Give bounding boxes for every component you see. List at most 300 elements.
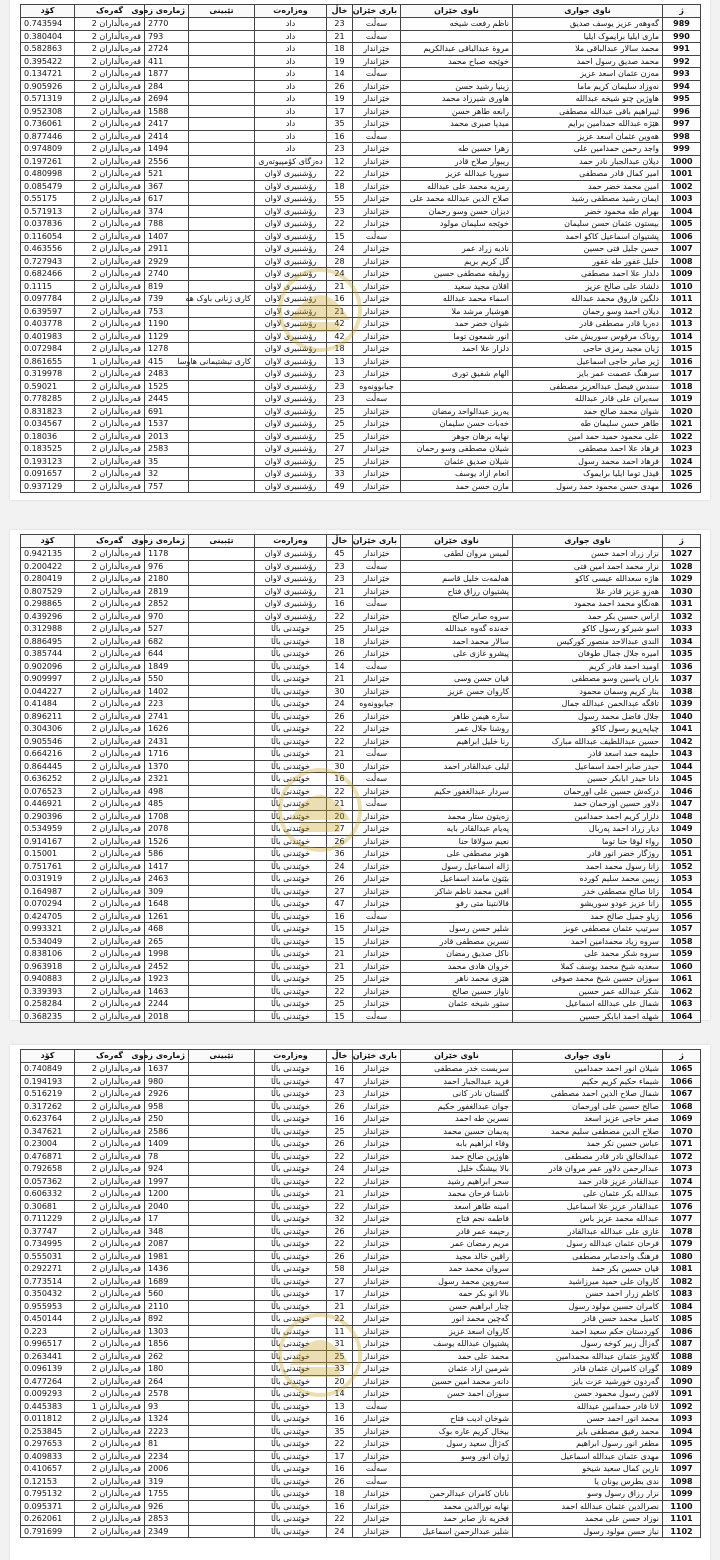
- cell-ministry: خوێندنی باڵا: [255, 1425, 327, 1438]
- cell-region: خێزاندار: [353, 648, 401, 661]
- cell-region: خێزاندار: [353, 205, 401, 218]
- table-row: [21, 455, 701, 468]
- table-row: [21, 898, 701, 911]
- cell-note: [189, 660, 255, 673]
- cell-points: 25: [327, 1125, 353, 1138]
- cell-code: 0.034567: [21, 418, 75, 431]
- cell-group: قەرەباڵداران 2: [75, 43, 145, 56]
- cell-region: جیابوونەوە: [353, 380, 401, 393]
- cell-ministry: داد: [255, 105, 327, 118]
- cell-code: 0.711229: [21, 1213, 75, 1226]
- cell-ministry: رۆشنبیری لاوان: [255, 560, 327, 573]
- cell-count: 2583: [145, 443, 189, 456]
- cell-code: 0.304306: [21, 723, 75, 736]
- cell-note: [189, 268, 255, 281]
- cell-points: 21: [327, 948, 353, 961]
- table-row: [21, 610, 701, 623]
- table-row: [21, 1400, 701, 1413]
- cell-region: خێزاندار: [353, 293, 401, 306]
- cell-count: 2740: [145, 268, 189, 281]
- cell-z: 1003: [663, 193, 701, 206]
- cell-name: کامیل محمد حسن قادر: [513, 1313, 663, 1326]
- cell-note: [189, 785, 255, 798]
- cell-region: خێزاندار: [353, 848, 401, 861]
- cell-house: [401, 748, 513, 761]
- cell-z: 1008: [663, 255, 701, 268]
- cell-code: 0.534959: [21, 823, 75, 836]
- cell-code: 0.807529: [21, 585, 75, 598]
- cell-z: 990: [663, 30, 701, 43]
- cell-code: 0.096139: [21, 1363, 75, 1376]
- cell-points: 25: [327, 430, 353, 443]
- table-row: [21, 748, 701, 761]
- cell-ministry: خوێندنی باڵا: [255, 698, 327, 711]
- cell-region: خێزاندار: [353, 1313, 401, 1326]
- cell-ministry: خوێندنی باڵا: [255, 1100, 327, 1113]
- cell-ministry: خوێندنی باڵا: [255, 810, 327, 823]
- cell-count: 2770: [145, 18, 189, 31]
- table-row: [21, 1413, 701, 1426]
- cell-code: 0.380404: [21, 30, 75, 43]
- cell-count: 32: [145, 468, 189, 481]
- cell-ministry: رۆشنبیری لاوان: [255, 305, 327, 318]
- cell-region: خێزاندار: [353, 343, 401, 356]
- cell-z: 1019: [663, 393, 701, 406]
- cell-note: [189, 1088, 255, 1101]
- cell-region: خێزاندار: [353, 1288, 401, 1301]
- cell-code: 0.664216: [21, 748, 75, 761]
- cell-ministry: خوێندنی باڵا: [255, 1175, 327, 1188]
- cell-code: 0.773514: [21, 1275, 75, 1288]
- cell-house: انعام ازاد یوسف: [401, 468, 513, 481]
- cell-house: خەندە گەوە عبداللە: [401, 623, 513, 636]
- cell-house: سارە هیمن طاهر: [401, 710, 513, 723]
- cell-group: قەرەباڵداران 2: [75, 243, 145, 256]
- table-row: [21, 848, 701, 861]
- cell-count: 2018: [145, 1010, 189, 1023]
- cell-count: 892: [145, 1313, 189, 1326]
- cell-ministry: خوێندنی باڵا: [255, 1400, 327, 1413]
- cell-region: خێزاندار: [353, 43, 401, 56]
- cell-region: خێزاندار: [353, 723, 401, 736]
- cell-points: 26: [327, 80, 353, 93]
- cell-points: 26: [327, 1250, 353, 1263]
- cell-group: قەرەباڵداران 2: [75, 598, 145, 611]
- cell-code: 0.290396: [21, 810, 75, 823]
- header-count: ژمارەی زەوی: [145, 535, 189, 548]
- cell-name: زانا عزیز عودو سوریشو: [513, 898, 663, 911]
- cell-house: سوریا عبداللە عزیز: [401, 168, 513, 181]
- cell-ministry: خوێندنی باڵا: [255, 1363, 327, 1376]
- cell-points: 14: [327, 660, 353, 673]
- cell-group: قەرەباڵداران 2: [75, 93, 145, 106]
- cell-z: 1068: [663, 1100, 701, 1113]
- cell-region: خێزاندار: [353, 1500, 401, 1513]
- cell-note: [189, 430, 255, 443]
- cell-region: سەڵت: [353, 18, 401, 31]
- cell-note: [189, 1463, 255, 1476]
- cell-note: [189, 1188, 255, 1201]
- cell-points: 16: [327, 293, 353, 306]
- header-house: ناوی خێزان: [401, 1050, 513, 1063]
- cell-count: 924: [145, 1163, 189, 1176]
- cell-name: هێژە عبداللە حمدامین برایم: [513, 118, 663, 131]
- cell-ministry: خوێندنی باڵا: [255, 1075, 327, 1088]
- cell-region: خێزاندار: [353, 623, 401, 636]
- table-row: [21, 823, 701, 836]
- cell-house: قیان حسن وسی: [401, 673, 513, 686]
- cell-house: افین محمد ناظم شاکر: [401, 885, 513, 898]
- cell-code: 0.072984: [21, 343, 75, 356]
- cell-points: 25: [327, 455, 353, 468]
- cell-points: 21: [327, 585, 353, 598]
- cell-z: 1101: [663, 1513, 701, 1526]
- cell-z: 1064: [663, 1010, 701, 1023]
- cell-points: 21: [327, 1188, 353, 1201]
- cell-ministry: خوێندنی باڵا: [255, 823, 327, 836]
- cell-group: قەرەباڵداران 2: [75, 255, 145, 268]
- cell-count: 1997: [145, 1175, 189, 1188]
- cell-house: زینیا رشید حسن: [401, 80, 513, 93]
- cell-house: دانەر محمد امین حسین: [401, 1375, 513, 1388]
- cell-ministry: خوێندنی باڵا: [255, 1150, 327, 1163]
- header-name: ناوی جواری: [513, 535, 663, 548]
- cell-code: 0.37747: [21, 1225, 75, 1238]
- cell-z: 1066: [663, 1075, 701, 1088]
- cell-house: [401, 598, 513, 611]
- cell-house: هاوژین صالح حمد: [401, 1150, 513, 1163]
- cell-house: نانان کامران عبدالرحمن: [401, 1488, 513, 1501]
- cell-note: [189, 380, 255, 393]
- table-row: [21, 1438, 701, 1451]
- cell-count: 2463: [145, 873, 189, 886]
- cell-house: نادیە زراد عمر: [401, 243, 513, 256]
- cell-house: ناکل صدیق رمضان: [401, 948, 513, 961]
- cell-count: 1849: [145, 660, 189, 673]
- cell-count: 1877: [145, 68, 189, 81]
- cell-house: ناشنا فرحان محمد: [401, 1188, 513, 1201]
- cell-points: 26: [327, 1475, 353, 1488]
- table-row: [21, 230, 701, 243]
- cell-points: 23: [327, 573, 353, 586]
- cell-name: گەوهەر عزیز یوسف صدیق: [513, 18, 663, 31]
- cell-region: خێزاندار: [353, 268, 401, 281]
- cell-code: 0.480998: [21, 168, 75, 181]
- table-row: [21, 130, 701, 143]
- cell-ministry: داد: [255, 130, 327, 143]
- cell-region: خێزاندار: [353, 1513, 401, 1526]
- cell-count: 2724: [145, 43, 189, 56]
- cell-points: 26: [327, 710, 353, 723]
- cell-house: لمیس مروان لطفی: [401, 548, 513, 561]
- cell-code: 0.395422: [21, 55, 75, 68]
- cell-ministry: رۆشنبیری لاوان: [255, 243, 327, 256]
- table-row: [21, 105, 701, 118]
- cell-ministry: رۆشنبیری لاوان: [255, 268, 327, 281]
- cell-name: طاهر حسن سلیمان طە: [513, 418, 663, 431]
- cell-name: عبدالرحمن دلاور عمر مروان قادر: [513, 1163, 663, 1176]
- cell-count: 691: [145, 405, 189, 418]
- cell-note: [189, 1488, 255, 1501]
- cell-ministry: خوێندنی باڵا: [255, 685, 327, 698]
- cell-region: خێزاندار: [353, 330, 401, 343]
- cell-points: 24: [327, 1525, 353, 1538]
- cell-name: مهدی عثمان عبداللە اسماعیل: [513, 1450, 663, 1463]
- cell-count: 2853: [145, 1513, 189, 1526]
- cell-ministry: رۆشنبیری لاوان: [255, 355, 327, 368]
- cell-region: جیابوونەوە: [353, 698, 401, 711]
- cell-z: 1088: [663, 1350, 701, 1363]
- cell-group: قەرەباڵداران 2: [75, 798, 145, 811]
- cell-z: 1036: [663, 660, 701, 673]
- cell-z: 1061: [663, 973, 701, 986]
- cell-group: قەرەباڵداران 2: [75, 280, 145, 293]
- cell-z: 1001: [663, 168, 701, 181]
- cell-count: 1303: [145, 1325, 189, 1338]
- table-row: [21, 468, 701, 481]
- cell-group: قەرەباڵداران 2: [75, 118, 145, 131]
- cell-code: 0.582863: [21, 43, 75, 56]
- table-row: [21, 55, 701, 68]
- cell-code: 0.317262: [21, 1100, 75, 1113]
- cell-name: حسین عبداللطیف عبداللە مبارک: [513, 735, 663, 748]
- cell-count: 2741: [145, 710, 189, 723]
- cell-region: سەڵت: [353, 30, 401, 43]
- cell-house: [401, 1475, 513, 1488]
- cell-code: 0.037836: [21, 218, 75, 231]
- cell-z: 1081: [663, 1263, 701, 1276]
- cell-house: کاروان اسعد عزیز: [401, 1325, 513, 1338]
- cell-group: قەرەباڵداران 2: [75, 1075, 145, 1088]
- table-row: [21, 393, 701, 406]
- cell-house: پشتیوان رزاق فتاح: [401, 585, 513, 598]
- cell-points: 23: [327, 380, 353, 393]
- cell-region: خێزاندار: [353, 1525, 401, 1538]
- cell-name: قیان حسین بکر حمد: [513, 1263, 663, 1276]
- cell-count: 976: [145, 560, 189, 573]
- cell-group: قەرەباڵداران 2: [75, 1163, 145, 1176]
- cell-group: قەرەباڵداران 2: [75, 935, 145, 948]
- cell-ministry: رۆشنبیری لاوان: [255, 610, 327, 623]
- table-row: [21, 1425, 701, 1438]
- header-z: ژ: [663, 5, 701, 18]
- cell-house: [401, 798, 513, 811]
- cell-house: شوان خضر حمد: [401, 318, 513, 331]
- cell-count: 498: [145, 785, 189, 798]
- cell-name: سندس فیصل عبدالعزیز مصطفی: [513, 380, 663, 393]
- cell-house: [401, 393, 513, 406]
- cell-ministry: رۆشنبیری لاوان: [255, 193, 327, 206]
- cell-z: 1018: [663, 380, 701, 393]
- cell-ministry: خوێندنی باڵا: [255, 835, 327, 848]
- cell-house: امینە طاهر اسعد: [401, 1200, 513, 1213]
- cell-count: 1981: [145, 1250, 189, 1263]
- table-row: [21, 1350, 701, 1363]
- table-row: [21, 1263, 701, 1276]
- cell-house: سحر ابراهیم رشید: [401, 1175, 513, 1188]
- cell-note: [189, 243, 255, 256]
- cell-region: سەڵت: [353, 68, 401, 81]
- cell-group: قەرەباڵداران 2: [75, 1513, 145, 1526]
- cell-points: 17: [327, 105, 353, 118]
- cell-code: 0.183525: [21, 443, 75, 456]
- cell-house: میدیا صبری محمد: [401, 118, 513, 131]
- cell-group: قەرەباڵداران 2: [75, 1213, 145, 1226]
- cell-z: 1095: [663, 1438, 701, 1451]
- cell-house: [401, 560, 513, 573]
- cell-house: دیزان حسن وسو رحمان: [401, 205, 513, 218]
- cell-note: [189, 560, 255, 573]
- cell-code: 0.905546: [21, 735, 75, 748]
- cell-name: هەنگاو محمد احمد محمود: [513, 598, 663, 611]
- cell-count: 2321: [145, 773, 189, 786]
- cell-points: 25: [327, 405, 353, 418]
- cell-code: 0.193123: [21, 455, 75, 468]
- cell-count: 2013: [145, 430, 189, 443]
- cell-house: فخریە ناز صابر حمد: [401, 1513, 513, 1526]
- cell-name: دیار زراد احمد پەربال: [513, 823, 663, 836]
- cell-ministry: خوێندنی باڵا: [255, 873, 327, 886]
- cell-code: 0.571913: [21, 205, 75, 218]
- cell-note: [189, 1350, 255, 1363]
- table-row: [21, 1275, 701, 1288]
- cell-region: خێزاندار: [353, 860, 401, 873]
- cell-name: عبدالقادر عزیز قادر حمد: [513, 1175, 663, 1188]
- table-row: [21, 205, 701, 218]
- cell-ministry: خوێندنی باڵا: [255, 1338, 327, 1351]
- cell-name: مەزن عثمان اسعد عزیز: [513, 68, 663, 81]
- header-name: ناوی جواری: [513, 1050, 663, 1063]
- cell-count: 2417: [145, 118, 189, 131]
- cell-house: کەژاڵ سعید رسول: [401, 1438, 513, 1451]
- cell-points: 23: [327, 560, 353, 573]
- cell-name: زیبین محمد سلیم کوردە: [513, 873, 663, 886]
- cell-name: نصرالدین عثمان عبداللە احمد: [513, 1500, 663, 1513]
- cell-count: 682: [145, 635, 189, 648]
- cell-count: 1417: [145, 860, 189, 873]
- cell-code: 0.743594: [21, 18, 75, 31]
- cell-points: 21: [327, 960, 353, 973]
- cell-ministry: رۆشنبیری لاوان: [255, 205, 327, 218]
- table-row: [21, 1100, 701, 1113]
- cell-points: 27: [327, 1275, 353, 1288]
- table-row: [21, 305, 701, 318]
- cell-house: ژالە اسماعیل رسول: [401, 860, 513, 873]
- cell-points: 23: [327, 393, 353, 406]
- cell-note: [189, 735, 255, 748]
- cell-ministry: خوێندنی باڵا: [255, 1275, 327, 1288]
- cell-name: دلاور حسین اورحمان حمد: [513, 798, 663, 811]
- cell-ministry: خوێندنی باڵا: [255, 1438, 327, 1451]
- cell-code: 0.044227: [21, 685, 75, 698]
- cell-region: سەڵت: [353, 1463, 401, 1476]
- cell-points: 24: [327, 1163, 353, 1176]
- cell-points: 25: [327, 623, 353, 636]
- cell-code: 0.1115: [21, 280, 75, 293]
- cell-note: [189, 1075, 255, 1088]
- cell-ministry: خوێندنی باڵا: [255, 848, 327, 861]
- cell-name: ندی بطرس یونان یا: [513, 1475, 663, 1488]
- cell-count: 17: [145, 1213, 189, 1226]
- cell-ministry: دەزگای کۆمپیوتەری: [255, 155, 327, 168]
- header-z: ژ: [663, 535, 701, 548]
- cell-points: 27: [327, 823, 353, 836]
- cell-z: 1082: [663, 1275, 701, 1288]
- cell-ministry: خوێندنی باڵا: [255, 648, 327, 661]
- cell-house: چنار ابراهیم حسن: [401, 1300, 513, 1313]
- cell-name: اسو شیرکو رسول کاکو: [513, 623, 663, 636]
- cell-points: 22: [327, 1175, 353, 1188]
- table-row: [21, 698, 701, 711]
- cell-code: 0.292271: [21, 1263, 75, 1276]
- cell-note: [189, 1400, 255, 1413]
- cell-points: 26: [327, 873, 353, 886]
- cell-count: 35: [145, 455, 189, 468]
- cell-points: 22: [327, 1513, 353, 1526]
- cell-name: شیماء حکیم کریم حکیم: [513, 1075, 663, 1088]
- cell-group: قەرەباڵداران 2: [75, 480, 145, 493]
- cell-points: 21: [327, 305, 353, 318]
- cell-z: 1094: [663, 1425, 701, 1438]
- cell-name: پشتیوان اسماعیل کاکو احمد: [513, 230, 663, 243]
- table-row: [21, 1450, 701, 1463]
- cell-group: قەرەباڵداران 2: [75, 193, 145, 206]
- table-row: [21, 1150, 701, 1163]
- cell-name: شیلان انور احمد حمدامین: [513, 1063, 663, 1076]
- cell-z: 1002: [663, 180, 701, 193]
- cell-ministry: رۆشنبیری لاوان: [255, 598, 327, 611]
- table-row: [21, 910, 701, 923]
- cell-z: 1030: [663, 585, 701, 598]
- cell-z: 1096: [663, 1450, 701, 1463]
- cell-code: 0.831823: [21, 405, 75, 418]
- table-row: [21, 598, 701, 611]
- cell-count: 374: [145, 205, 189, 218]
- cell-region: خێزاندار: [353, 635, 401, 648]
- table-row: [21, 1325, 701, 1338]
- cell-points: 49: [327, 480, 353, 493]
- cell-code: 0.011812: [21, 1413, 75, 1426]
- header-name: ناوی جواری: [513, 5, 663, 18]
- cell-count: 926: [145, 1500, 189, 1513]
- cell-note: [189, 823, 255, 836]
- cell-name: چیاپەڕیو رسول کاکو: [513, 723, 663, 736]
- cell-code: 0.097784: [21, 293, 75, 306]
- cell-points: 24: [327, 243, 353, 256]
- cell-group: قەرەباڵداران 2: [75, 1150, 145, 1163]
- cell-count: 262: [145, 1350, 189, 1363]
- table-row: [21, 1475, 701, 1488]
- cell-code: 0.516219: [21, 1088, 75, 1101]
- cell-group: قەرەباڵداران 2: [75, 1200, 145, 1213]
- cell-points: 16: [327, 1113, 353, 1126]
- cell-ministry: خوێندنی باڵا: [255, 1238, 327, 1251]
- cell-note: [189, 1150, 255, 1163]
- cell-group: قەرەباڵداران 2: [75, 960, 145, 973]
- cell-region: خێزاندار: [353, 255, 401, 268]
- cell-code: 0.778285: [21, 393, 75, 406]
- cell-points: 19: [327, 93, 353, 106]
- cell-count: 2556: [145, 155, 189, 168]
- cell-name: هەوین عثمان اسعد عزیز: [513, 130, 663, 143]
- table-row: [21, 1300, 701, 1313]
- cell-count: 560: [145, 1288, 189, 1301]
- cell-count: 2244: [145, 998, 189, 1011]
- cell-ministry: داد: [255, 43, 327, 56]
- cell-region: خێزاندار: [353, 985, 401, 998]
- cell-points: 16: [327, 1500, 353, 1513]
- cell-code: 0.896211: [21, 710, 75, 723]
